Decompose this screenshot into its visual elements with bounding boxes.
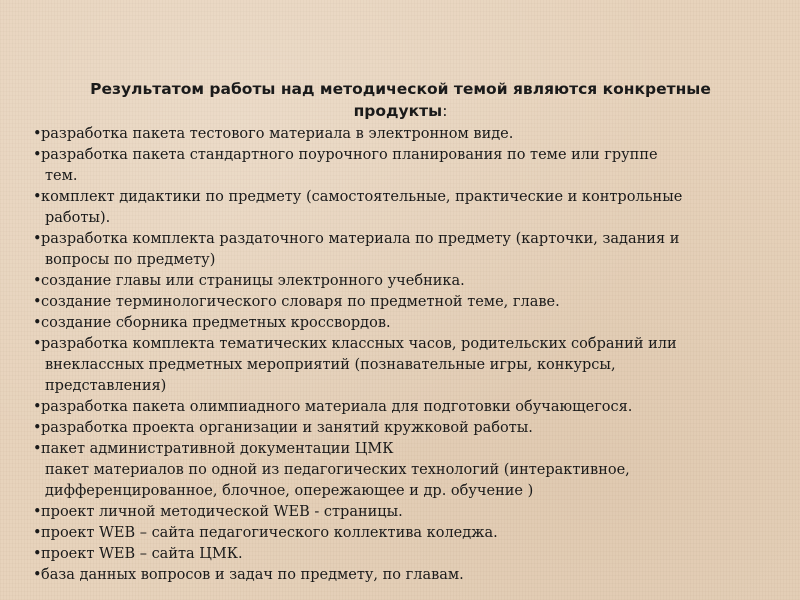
- list-item-text: создание терминологического словаря по предметной теме, главе.: [41, 294, 560, 310]
- bullet-icon: •: [33, 546, 42, 562]
- list-item-text: создание сборника предметных кроссвордов.: [41, 315, 391, 331]
- slide-title-colon: :: [442, 102, 448, 120]
- list-item: [33, 229, 768, 271]
- bullet-icon: •: [33, 231, 42, 247]
- bullet-icon: •: [33, 441, 42, 457]
- list-item: [33, 187, 768, 229]
- list-item-text: разработка комплекта раздаточного материала по предмету (карточки, задания и: [41, 231, 680, 247]
- list-item: [33, 397, 768, 418]
- list-item-text: комплект дидактики по предмету (самостоятельные, практические и контрольные: [41, 189, 683, 205]
- list-item-text: проект WEB – сайта педагогического коллектива коледжа.: [41, 525, 498, 541]
- list-item-text-continued: вопросы по предмету): [45, 252, 216, 268]
- bullet-icon: •: [33, 147, 42, 163]
- list-item-text: база данных вопросов и задач по предмету, по главам.: [41, 567, 464, 583]
- bullet-icon: •: [33, 273, 42, 289]
- list-item: [33, 523, 768, 544]
- list-item: [33, 460, 768, 502]
- list-item: [33, 502, 768, 523]
- list-item-text: создание главы или страницы электронного учебника.: [41, 273, 465, 289]
- list-item-text: проект WEB – сайта ЦМК.: [41, 546, 243, 562]
- bullet-icon: •: [33, 525, 42, 541]
- bullet-icon: •: [33, 399, 42, 415]
- list-item-text: разработка пакета тестового материала в электронном виде.: [41, 126, 514, 142]
- bullet-icon: •: [33, 315, 42, 331]
- list-item-text: пакет материалов по одной из педагогических технологий (интерактивное,: [45, 462, 630, 478]
- list-item-text-continued: работы).: [45, 210, 111, 226]
- list-item: [33, 334, 768, 397]
- list-item-text: разработка проекта организации и занятий кружковой работы.: [41, 420, 533, 436]
- list-item-text-continued: представления): [45, 378, 167, 394]
- list-item: [33, 439, 768, 460]
- slide-title-text: Результатом работы над методической темой являются конкретные продукты: [90, 80, 711, 120]
- list-item: [33, 124, 768, 145]
- list-item-text-continued: внеклассных предметных мероприятий (познавательные игры, конкурсы,: [45, 357, 616, 373]
- list-item-text: пакет административной документации ЦМК: [41, 441, 394, 457]
- bullet-icon: •: [33, 504, 42, 520]
- list-item-text-continued: дифференцированное, блочное, опережающее и др. обучение ): [45, 483, 534, 499]
- list-item: [33, 418, 768, 439]
- list-item-text-continued: тем.: [45, 168, 78, 184]
- bullet-icon: •: [33, 294, 42, 310]
- bullet-icon: •: [33, 189, 42, 205]
- list-item: [33, 145, 768, 187]
- list-item: [33, 292, 768, 313]
- bullet-icon: •: [33, 567, 42, 583]
- product-list: [33, 124, 768, 586]
- list-item: [33, 271, 768, 292]
- list-item: [33, 544, 768, 565]
- list-item-text: разработка пакета стандартного поурочного планирования по теме или группе: [41, 147, 658, 163]
- list-item-text: разработка комплекта тематических классных часов, родительских собраний или: [41, 336, 677, 352]
- bullet-icon: •: [33, 126, 42, 142]
- slide-content: [33, 78, 768, 586]
- list-item-text: проект личной методической WEB - страницы.: [41, 504, 403, 520]
- list-item: [33, 565, 768, 586]
- list-item-text: разработка пакета олимпиадного материала для подготовки обучающегося.: [41, 399, 633, 415]
- bullet-icon: •: [33, 336, 42, 352]
- slide-title: [33, 78, 768, 122]
- bullet-icon: •: [33, 420, 42, 436]
- list-item: [33, 313, 768, 334]
